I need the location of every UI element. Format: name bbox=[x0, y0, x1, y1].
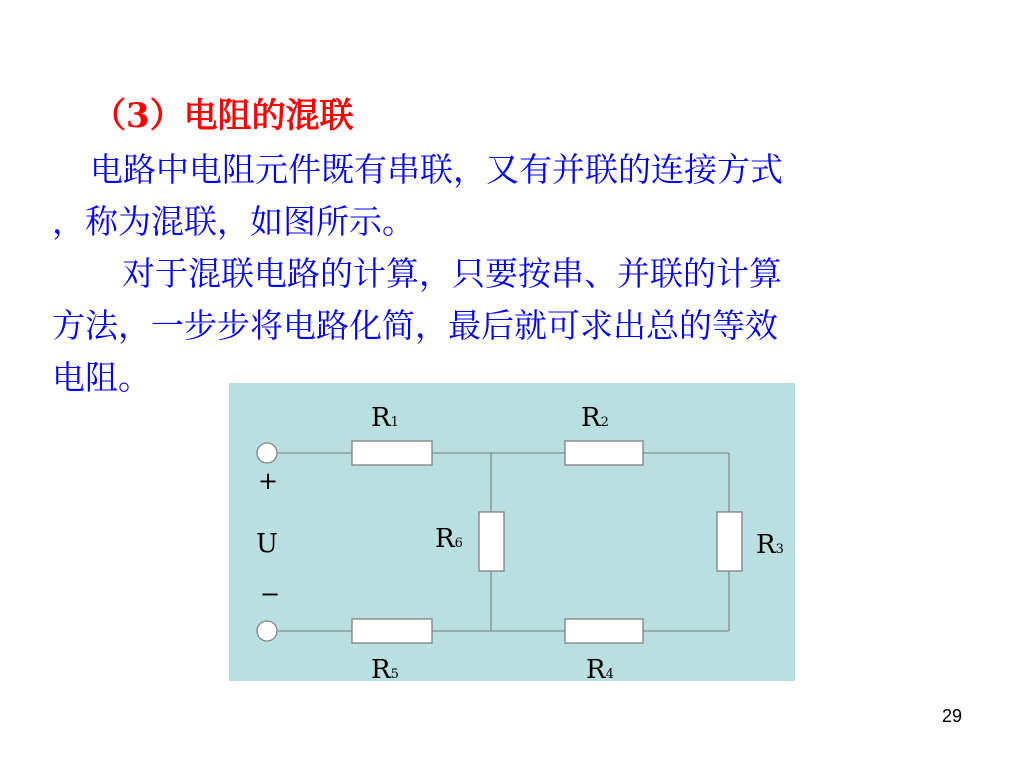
label-r5: R5 bbox=[371, 655, 399, 681]
resistor-r1 bbox=[352, 441, 432, 465]
label-minus: − bbox=[260, 580, 281, 608]
label-voltage: U bbox=[256, 529, 278, 559]
paragraph-line-3: 对于混联电路的计算，只要按串、并联的计算 bbox=[122, 254, 782, 293]
resistor-r3 bbox=[717, 512, 742, 571]
terminal-top-icon bbox=[257, 443, 277, 463]
resistor-r5 bbox=[352, 619, 432, 643]
resistor-r6 bbox=[479, 512, 504, 571]
paragraph-line-2: ，称为混联，如图所示。 bbox=[52, 202, 415, 241]
mixed-circuit-diagram bbox=[229, 383, 795, 681]
label-r3: R3 bbox=[756, 530, 784, 560]
paragraph-line-4: 方法，一步步将电路化简，最后就可求出总的等效 bbox=[52, 306, 778, 345]
terminal-bottom-icon bbox=[257, 621, 277, 641]
label-plus: + bbox=[258, 467, 279, 495]
resistor-r2 bbox=[565, 441, 643, 465]
label-r1: R1 bbox=[371, 403, 399, 433]
paragraph-line-1: 电路中电阻元件既有串联，又有并联的连接方式 bbox=[90, 150, 783, 189]
label-r2: R2 bbox=[581, 403, 609, 433]
label-r6: R6 bbox=[435, 524, 463, 554]
label-r4: R4 bbox=[586, 655, 614, 681]
page-number: 29 bbox=[941, 706, 962, 726]
slide-heading: （3）电阻的混联 bbox=[92, 96, 354, 136]
circuit-background bbox=[229, 383, 795, 681]
slide-paragraph bbox=[52, 144, 952, 404]
resistor-r4 bbox=[565, 619, 643, 643]
paragraph-line-5: 电阻。 bbox=[52, 358, 151, 397]
